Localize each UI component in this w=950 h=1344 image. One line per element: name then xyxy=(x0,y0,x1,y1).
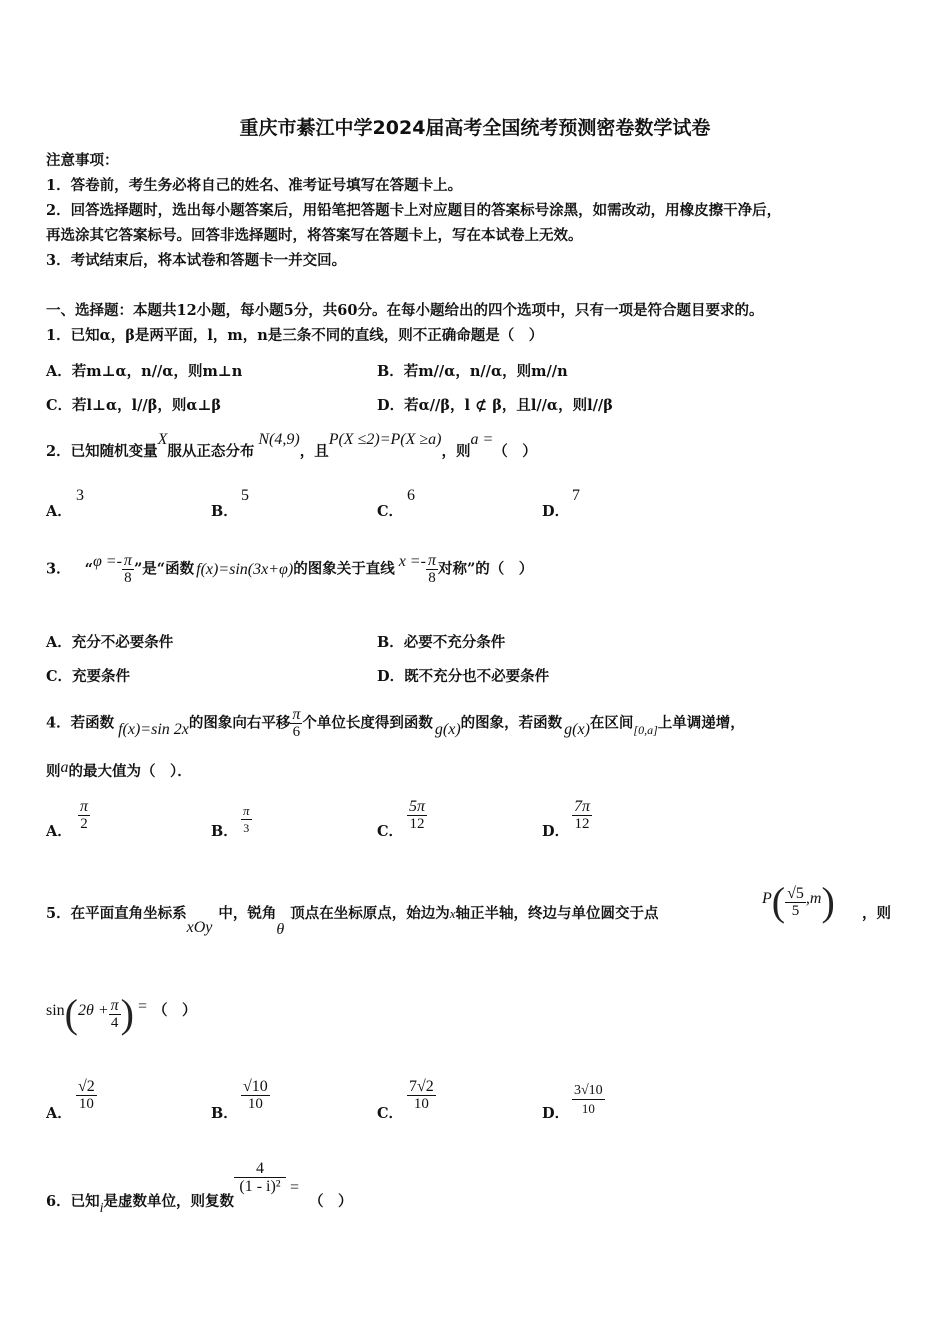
q4-g: g(x) xyxy=(434,720,461,738)
q5-mid3: 轴正半轴，终边与单位圆交于点 xyxy=(455,905,659,922)
q2-end: （ ） xyxy=(493,443,537,460)
q6-fraction xyxy=(234,1160,286,1195)
q5-a-den: 10 xyxy=(78,1096,94,1112)
q4-line2a: 则 xyxy=(46,763,61,780)
q4-b-num: π xyxy=(243,803,250,818)
q5-d-num: 3√10 xyxy=(574,1083,603,1098)
q3-end: 对称”的（ ） xyxy=(437,560,534,578)
q3-option-c: C．充要条件 xyxy=(46,668,131,685)
q5-mid1: 中，锐角 xyxy=(218,905,277,922)
q4-a-num: π xyxy=(80,798,89,815)
q5-option-b-label: B． xyxy=(211,1105,238,1122)
q4-option-b-label: B． xyxy=(211,823,238,840)
q5-option-a-label: A． xyxy=(46,1105,72,1122)
q5-point-m: ,m xyxy=(805,889,822,907)
q4-pre: 4．若函数 xyxy=(46,714,115,732)
q5-point-frac-den: 5 xyxy=(791,902,800,919)
q5-point-p: P xyxy=(762,889,772,907)
q3-number: 3． xyxy=(46,560,71,578)
q2-ask: a = xyxy=(470,431,494,448)
q2-option-d-label: D． xyxy=(542,503,570,520)
q2-option-c-label: C． xyxy=(377,503,404,520)
q6-frac-den: (1 - i)² xyxy=(239,1178,281,1195)
q3-option-d: D．既不充分也不必要条件 xyxy=(377,668,550,685)
q1-option-d: D．若α//β，l ⊄ β，且l//α，则l//β xyxy=(377,397,613,414)
q4-g2: g(x) xyxy=(564,720,590,738)
q4-shift xyxy=(290,706,302,741)
q4-option-d xyxy=(572,798,592,833)
page-title: 重庆市綦江中学2024届高考全国统考预测密卷数学试卷 xyxy=(239,117,711,139)
q3-open-quote: “ xyxy=(84,560,93,578)
q3-fraction-2 xyxy=(426,552,438,587)
q1-stem: 1．已知α，β是两平面，l，m，n是三条不同的直线，则不正确命题是（ ） xyxy=(46,327,544,344)
q5-x: x xyxy=(449,906,456,921)
q1-option-b: B．若m//α，n//α，则m//n xyxy=(377,363,568,380)
q3-frac2-den: 8 xyxy=(428,570,436,586)
q5-point-frac xyxy=(785,885,806,920)
q1-option-c: C．若l⊥α，l//β，则α⊥β xyxy=(46,397,222,414)
q5-c-den: 10 xyxy=(413,1096,429,1112)
q4-stem xyxy=(46,706,745,741)
q5-a-num: √2 xyxy=(78,1078,95,1095)
q2-mid3: ，则 xyxy=(441,443,471,460)
notice-item-2a: 2．回答选择题时，选出每小题答案后，用铅笔把答题卡上对应题目的答案标号涂黑，如需改动，用橡皮擦干净后， xyxy=(46,202,782,219)
q5-mid2: 顶点在坐标原点，始边为 xyxy=(290,905,450,922)
q1-option-a: A．若m⊥α，n//α，则m⊥n xyxy=(46,363,243,380)
q5-ask: （ ） xyxy=(153,1001,197,1019)
notice-item-3: 3．考试结束后，将本试卷和答题卡一并交回。 xyxy=(46,252,347,269)
q5-then: ，则 xyxy=(862,905,891,922)
q5-sin: sin xyxy=(46,1001,65,1019)
q5-c-num: 7√2 xyxy=(409,1078,434,1095)
q5-theta: θ xyxy=(276,921,285,938)
q4-a-den: 2 xyxy=(80,816,88,832)
q6-end: （ ） xyxy=(309,1192,353,1210)
q2-option-a-label: A． xyxy=(46,503,72,520)
q3-frac-num: π xyxy=(123,552,132,569)
q5-xoy: xOy xyxy=(186,919,213,936)
q4-var-a: a xyxy=(60,759,69,776)
q6-mid: 是虚数单位，则复数 xyxy=(103,1192,234,1210)
q5-d-den: 10 xyxy=(581,1101,595,1116)
q3-option-a: A．充分不必要条件 xyxy=(46,634,174,651)
q2-option-a: 3 xyxy=(76,487,84,504)
q4-d-num: 7π xyxy=(574,798,591,815)
q5-stem xyxy=(46,904,659,938)
q2-cond: P(X ≤2)=P(X ≥a) xyxy=(328,431,442,448)
q6-pre: 6．已知 xyxy=(46,1192,100,1210)
q4-mid1: 的图象向右平移 xyxy=(188,714,291,732)
q2-option-d: 7 xyxy=(572,487,580,504)
q5-expr-paren-open: ( xyxy=(64,991,78,1036)
q2-option-b: 5 xyxy=(241,487,249,504)
q3-stem xyxy=(46,552,533,587)
q4-option-a xyxy=(78,798,90,833)
q5-b-den: 10 xyxy=(247,1096,263,1112)
q3-option-b: B．必要不充分条件 xyxy=(377,634,506,651)
q4-option-d-label: D． xyxy=(542,823,570,840)
q4-c-num: 5π xyxy=(409,798,426,815)
q2-pre: 2．已知随机变量 xyxy=(46,443,158,460)
q3-frac-den: 8 xyxy=(124,570,132,586)
q3-frac2-num: π xyxy=(427,552,436,569)
q4-c-den: 12 xyxy=(409,816,425,832)
notice-item-2b: 再选涂其它答案标号。回答非选择题时，将答案写在答题卡上，写在本试卷上无效。 xyxy=(46,227,583,244)
notice-heading: 注意事项： xyxy=(46,152,119,169)
q5-paren-close: ) xyxy=(821,879,835,924)
q4-mid2: 个单位长度得到函数 xyxy=(302,714,433,732)
q4-line2b: 的最大值为（ ）． xyxy=(68,763,192,780)
q4-end: 上单调递增， xyxy=(657,714,745,732)
q4-shift-den: 6 xyxy=(292,724,301,740)
q5-option-d xyxy=(572,1082,605,1117)
q4-option-b xyxy=(241,802,252,837)
q3-xeq: x =- xyxy=(398,552,426,570)
section-heading: 一、选择题：本题共12小题，每小题5分，共60分。在每小题给出的四个选项中，只有一项是符合题目要求的。 xyxy=(46,302,764,319)
q5-expr-paren-close: ) xyxy=(120,991,134,1036)
q4-mid4: 在区间 xyxy=(589,714,634,732)
q5-point-frac-num: √5 xyxy=(787,884,804,902)
q2-mid2: ，且 xyxy=(299,443,329,460)
q3-function: f(x)=sin(3x+φ) xyxy=(196,560,294,578)
q4-line2 xyxy=(46,759,192,782)
q4-option-c xyxy=(407,798,427,833)
q5-paren-open: ( xyxy=(771,879,786,924)
q2-var: X xyxy=(157,431,168,448)
q2-option-c: 6 xyxy=(407,487,415,504)
q4-option-a-label: A． xyxy=(46,823,72,840)
q5-pre: 5．在平面直角坐标系 xyxy=(46,905,187,922)
q4-function: f(x)=sin 2x xyxy=(118,720,189,738)
q3-mid2: 的图象关于直线 xyxy=(293,560,395,578)
q6-stem xyxy=(46,1160,353,1216)
q5-b-num: √10 xyxy=(243,1078,268,1095)
q6-i: i xyxy=(99,1200,104,1216)
q5-option-a xyxy=(76,1078,97,1113)
notice-item-1: 1．答卷前，考生务必将自己的姓名、准考证号填写在答题卡上。 xyxy=(46,177,463,194)
q3-phi: φ =- xyxy=(92,552,122,570)
q5-option-c-label: C． xyxy=(377,1105,404,1122)
q2-stem xyxy=(46,430,537,460)
q2-mid1: 服从正态分布 xyxy=(167,443,255,460)
q6-frac-num: 4 xyxy=(234,1160,286,1178)
q5-option-d-label: D． xyxy=(542,1105,570,1122)
q5-point xyxy=(762,879,835,924)
q3-mid: ”是“函数 xyxy=(133,560,195,578)
q5-expression xyxy=(46,991,197,1036)
q4-option-c-label: C． xyxy=(377,823,404,840)
q5-expr-frac-num: π xyxy=(110,996,119,1014)
q5-expr-frac-den: 4 xyxy=(110,1014,119,1031)
q2-dist: N(4,9) xyxy=(258,431,300,448)
q2-option-b-label: B． xyxy=(211,503,238,520)
q4-d-den: 12 xyxy=(574,816,590,832)
q4-mid3: 的图象，若函数 xyxy=(460,714,563,732)
q4-interval: [0,a] xyxy=(633,722,658,737)
q4-b-den: 3 xyxy=(243,821,250,835)
q5-expr-frac xyxy=(109,997,121,1032)
q6-eq: = xyxy=(289,1178,300,1196)
q5-eq: = xyxy=(138,997,148,1015)
q5-option-c xyxy=(407,1078,436,1113)
q4-shift-num: π xyxy=(292,706,301,723)
q3-fraction xyxy=(122,552,134,587)
q5-option-b xyxy=(241,1078,270,1113)
q5-two-theta: 2θ + xyxy=(78,1001,109,1019)
